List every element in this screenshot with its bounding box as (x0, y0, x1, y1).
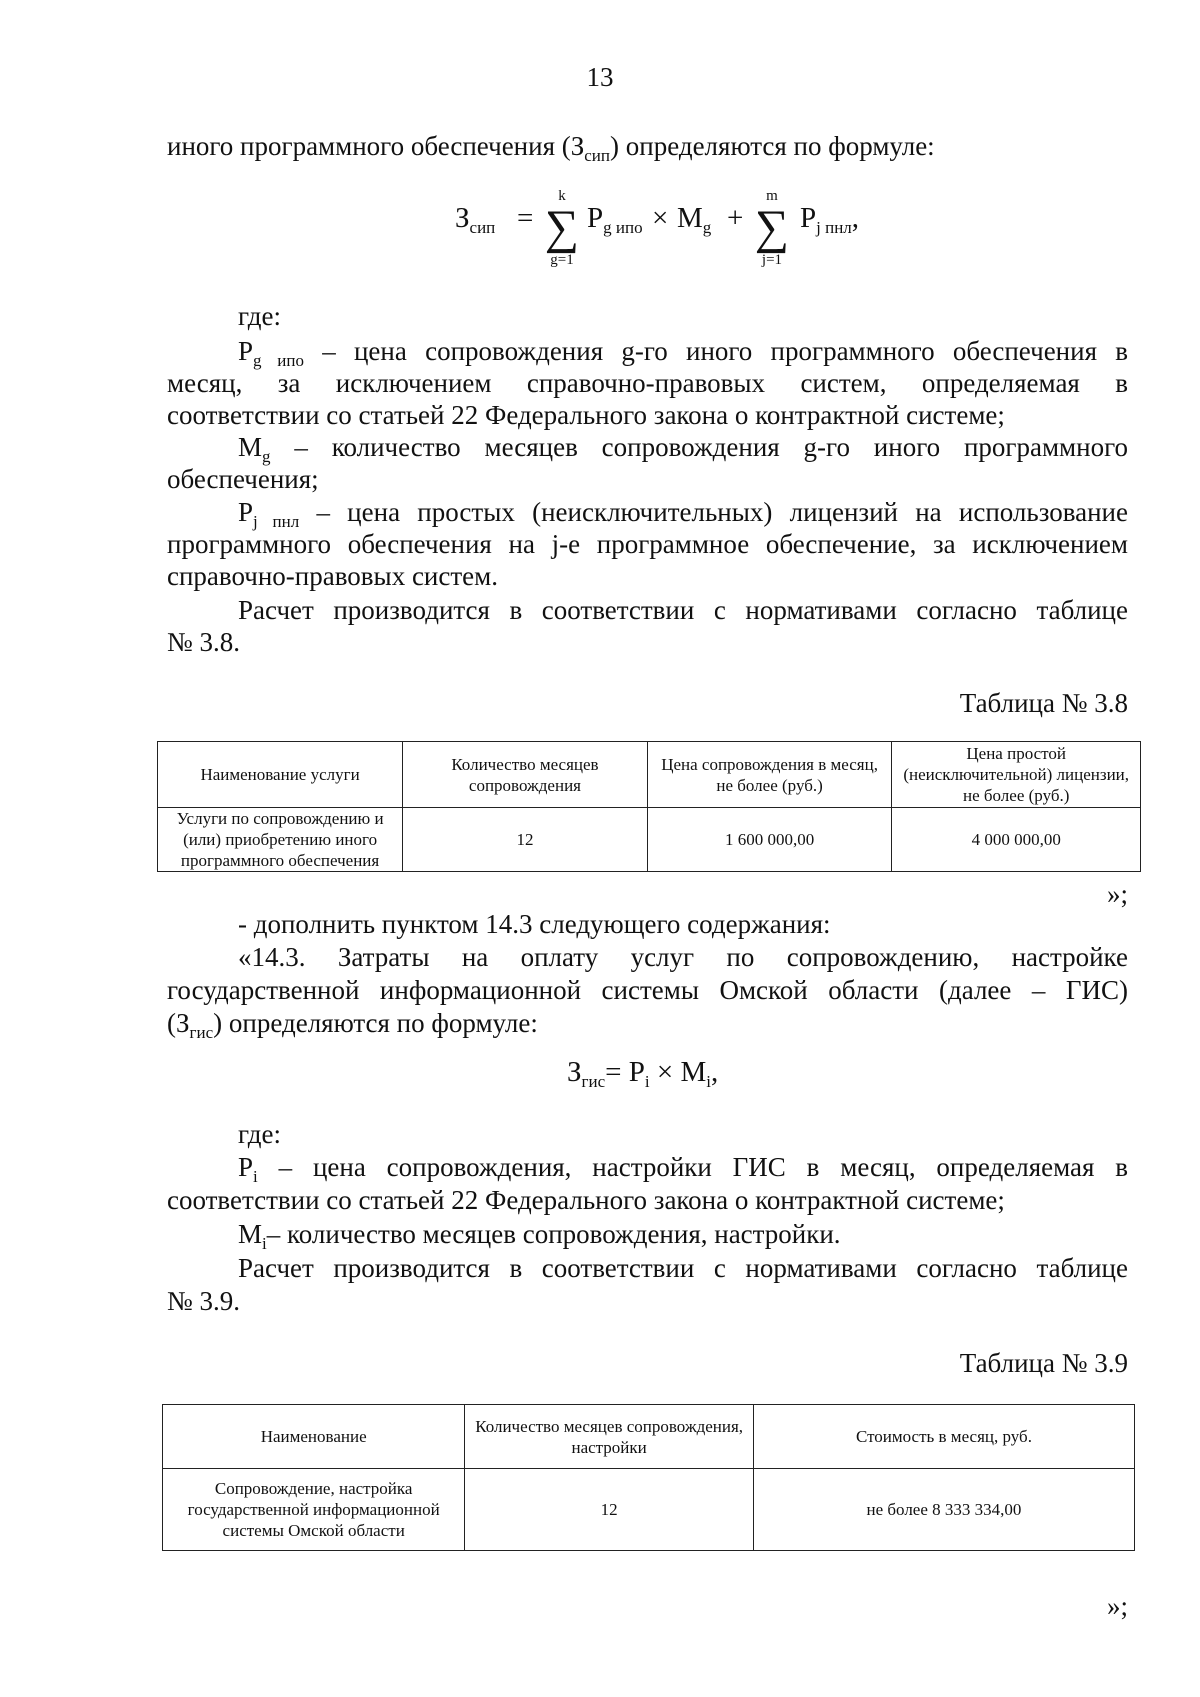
def-pi-line1: $P_i$ – цена сопровождения, настройки ГИС в месяц, определяемая в (238, 1152, 1128, 1186)
table38-cell: 12 (403, 808, 648, 872)
def-pg-line3: соответствии со статьей 22 Федерального закона о контрактной системе; (167, 400, 1005, 430)
table38-header-cell: Цена простой (неисключительной) лицензии, не более (руб.) (892, 742, 1141, 808)
closing-quote-1: »; (1106, 879, 1128, 909)
sum-symbol-2: m ∑ j=1 (754, 188, 790, 268)
table38-header-row (158, 742, 1141, 808)
table38-cell: Услуги по сопровождению и (или) приобретению иного программного обеспечения (158, 808, 403, 872)
def-pj-line1: $P_{j пнл}$ – цена простых (неисключительных) лицензий на использование (238, 497, 1128, 531)
table39-caption: Таблица № 3.9 (959, 1348, 1128, 1378)
sum-symbol-1: k ∑ g=1 (544, 188, 580, 268)
table39-header-row (163, 1405, 1135, 1469)
table38-cell: 1 600 000,00 (647, 808, 892, 872)
p143-line1: «14.3. Затраты на оплату услуг по сопровождению, настройке (238, 942, 1128, 972)
def-pg-line1: $P_{g ипо}$ – цена сопровождения g-го иного программного обеспечения в (238, 336, 1128, 370)
table38-header-cell: Наименование услуги (158, 742, 403, 808)
table39-header-cell: Количество месяцев сопровождения, настройки (465, 1405, 754, 1469)
formula-zsip: $З_{сип}$ = k ∑ g=1 $P_{g ипо}$ × $M_g$ + m ∑ j=1 $P_{j пнл}$, (455, 188, 860, 268)
table38-caption: Таблица № 3.8 (959, 688, 1128, 718)
calc1-line1: Расчет производится в соответствии с нормативами согласно таблице (238, 595, 1128, 625)
def-pi-line2: соответствии со статьей 22 Федерального закона о контрактной системе; (167, 1185, 1005, 1215)
table39-cell: Сопровождение, настройка государственной информационной системы Омской области (163, 1469, 465, 1551)
calc1-line2: № 3.8. (167, 627, 241, 657)
formula-zgis: $З_{гис}= P_i \times M_i$, (567, 1056, 719, 1091)
def-mi-line1: $M_i-$ количество месяцев сопровождения, настройки. (238, 1219, 841, 1253)
calc2-line2: № 3.9. (167, 1286, 241, 1316)
table-row (163, 1469, 1135, 1551)
table39-cell: не более 8 333 334,00 (753, 1469, 1134, 1551)
amendment-line: - дополнить пунктом 14.3 следующего содержания: (238, 909, 831, 939)
table39-cell: 12 (465, 1469, 754, 1551)
table39-header-cell: Наименование (163, 1405, 465, 1469)
calc2-line1: Расчет производится в соответствии с нормативами согласно таблице (238, 1253, 1128, 1283)
table39-header-cell: Стоимость в месяц, руб. (753, 1405, 1134, 1469)
def-pg-line2: месяц, за исключением справочно-правовых систем, определяемая в (167, 368, 1128, 398)
def-pj-line2: программного обеспечения на j-е программное обеспечение, за исключением (167, 529, 1128, 559)
def-pj-line3: справочно-правовых систем. (167, 561, 498, 591)
where-label-1: где: (238, 301, 281, 331)
p143-line2: государственной информационной системы Омской области (далее – ГИС) (167, 975, 1128, 1005)
def-mg-line2: обеспечения; (167, 464, 319, 494)
table-3-8 (157, 741, 1141, 872)
closing-quote-2: »; (1106, 1591, 1128, 1621)
table38-header-cell: Количество месяцев сопровождения (403, 742, 648, 808)
table-3-9 (162, 1404, 1135, 1551)
page-number: 13 (586, 62, 614, 92)
table38-header-cell: Цена сопровождения в месяц, не более (руб.) (647, 742, 892, 808)
table-row (158, 808, 1141, 872)
table38-cell: 4 000 000,00 (892, 808, 1141, 872)
p143-line3: $(З_{гис})$ определяются по формуле: (167, 1008, 538, 1042)
intro-line: иного программного обеспечения $(З_{сип})$ определяются по формуле: (167, 131, 935, 165)
def-mg-line1: $M_g$ – количество месяцев сопровождения g-го иного программного (238, 432, 1128, 466)
where-label-2: где: (238, 1119, 281, 1149)
